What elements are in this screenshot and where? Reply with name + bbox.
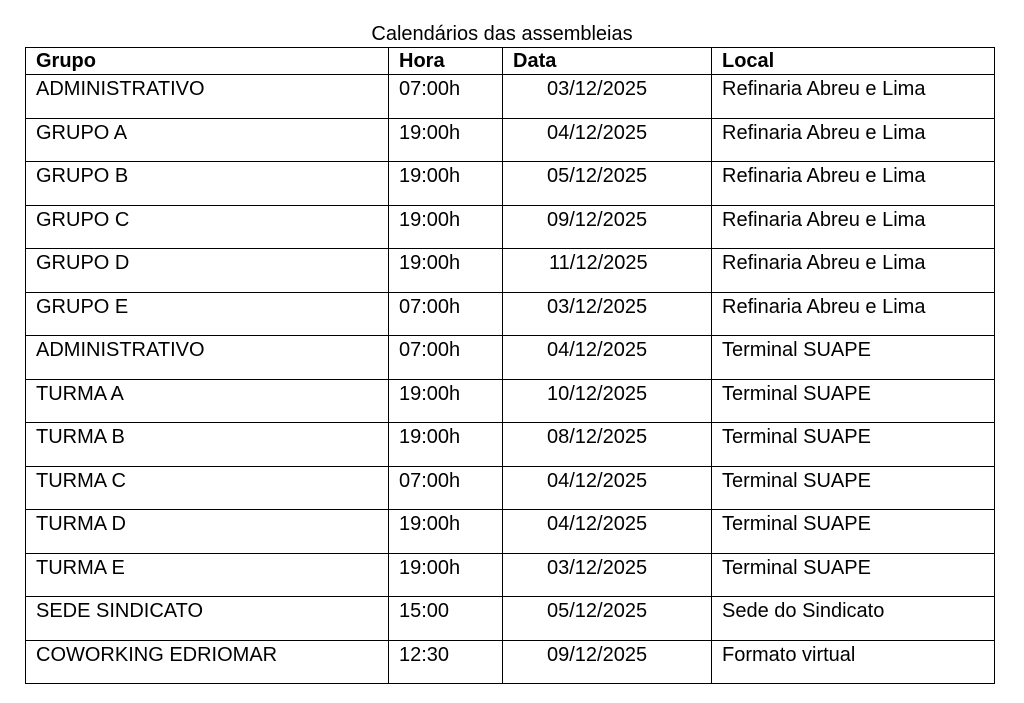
cell-hora: 19:00h [389,423,503,467]
table-row [26,640,995,684]
document-title: Calendários das assembleias [371,23,633,45]
header-grupo: Grupo [26,48,389,75]
cell-local: Refinaria Abreu e Lima [712,162,995,206]
cell-local: Sede do Sindicato [712,597,995,641]
cell-data: 09/12/2025 [503,640,712,684]
cell-data: 05/12/2025 [503,597,712,641]
cell-hora: 19:00h [389,205,503,249]
header-data: Data [503,48,712,75]
cell-grupo: GRUPO C [26,205,389,249]
cell-hora: 19:00h [389,510,503,554]
cell-data: 04/12/2025 [503,118,712,162]
cell-local: Refinaria Abreu e Lima [712,249,995,293]
cell-data: 03/12/2025 [503,75,712,119]
cell-data: 08/12/2025 [503,423,712,467]
cell-local: Terminal SUAPE [712,336,995,380]
table-row [26,597,995,641]
cell-local: Refinaria Abreu e Lima [712,118,995,162]
cell-hora: 19:00h [389,553,503,597]
cell-grupo: SEDE SINDICATO [26,597,389,641]
cell-local: Refinaria Abreu e Lima [712,292,995,336]
table-row [26,336,995,380]
cell-local: Terminal SUAPE [712,510,995,554]
table-body [26,75,995,684]
cell-local: Terminal SUAPE [712,553,995,597]
cell-grupo: TURMA D [26,510,389,554]
cell-data: 10/12/2025 [503,379,712,423]
table-row [26,75,995,119]
cell-data: 11/12/2025 [503,249,712,293]
table-row [26,162,995,206]
cell-local: Formato virtual [712,640,995,684]
cell-data: 03/12/2025 [503,292,712,336]
cell-local: Terminal SUAPE [712,423,995,467]
cell-data: 04/12/2025 [503,466,712,510]
table-row [26,205,995,249]
header-hora: Hora [389,48,503,75]
cell-hora: 19:00h [389,249,503,293]
cell-grupo: COWORKING EDRIOMAR [26,640,389,684]
cell-local: Terminal SUAPE [712,466,995,510]
cell-data: 04/12/2025 [503,336,712,380]
table-row [26,510,995,554]
cell-hora: 19:00h [389,162,503,206]
table-row [26,423,995,467]
cell-hora: 07:00h [389,466,503,510]
cell-local: Refinaria Abreu e Lima [712,205,995,249]
cell-local: Refinaria Abreu e Lima [712,75,995,119]
cell-hora: 19:00h [389,118,503,162]
cell-grupo: ADMINISTRATIVO [26,75,389,119]
cell-grupo: GRUPO B [26,162,389,206]
table-row [26,553,995,597]
cell-grupo: TURMA C [26,466,389,510]
table-row [26,292,995,336]
cell-hora: 07:00h [389,292,503,336]
cell-hora: 19:00h [389,379,503,423]
cell-data: 09/12/2025 [503,205,712,249]
cell-grupo: ADMINISTRATIVO [26,336,389,380]
cell-grupo: TURMA A [26,379,389,423]
schedule-table [25,47,995,684]
table-row [26,466,995,510]
cell-grupo: TURMA B [26,423,389,467]
cell-grupo: GRUPO E [26,292,389,336]
header-row [26,48,995,75]
cell-hora: 07:00h [389,75,503,119]
cell-local: Terminal SUAPE [712,379,995,423]
cell-data: 03/12/2025 [503,553,712,597]
cell-data: 05/12/2025 [503,162,712,206]
cell-hora: 15:00 [389,597,503,641]
table-row [26,379,995,423]
cell-hora: 12:30 [389,640,503,684]
header-local: Local [712,48,995,75]
cell-hora: 07:00h [389,336,503,380]
cell-grupo: TURMA E [26,553,389,597]
cell-grupo: GRUPO D [26,249,389,293]
table-row [26,249,995,293]
cell-grupo: GRUPO A [26,118,389,162]
table-row [26,118,995,162]
cell-data: 04/12/2025 [503,510,712,554]
